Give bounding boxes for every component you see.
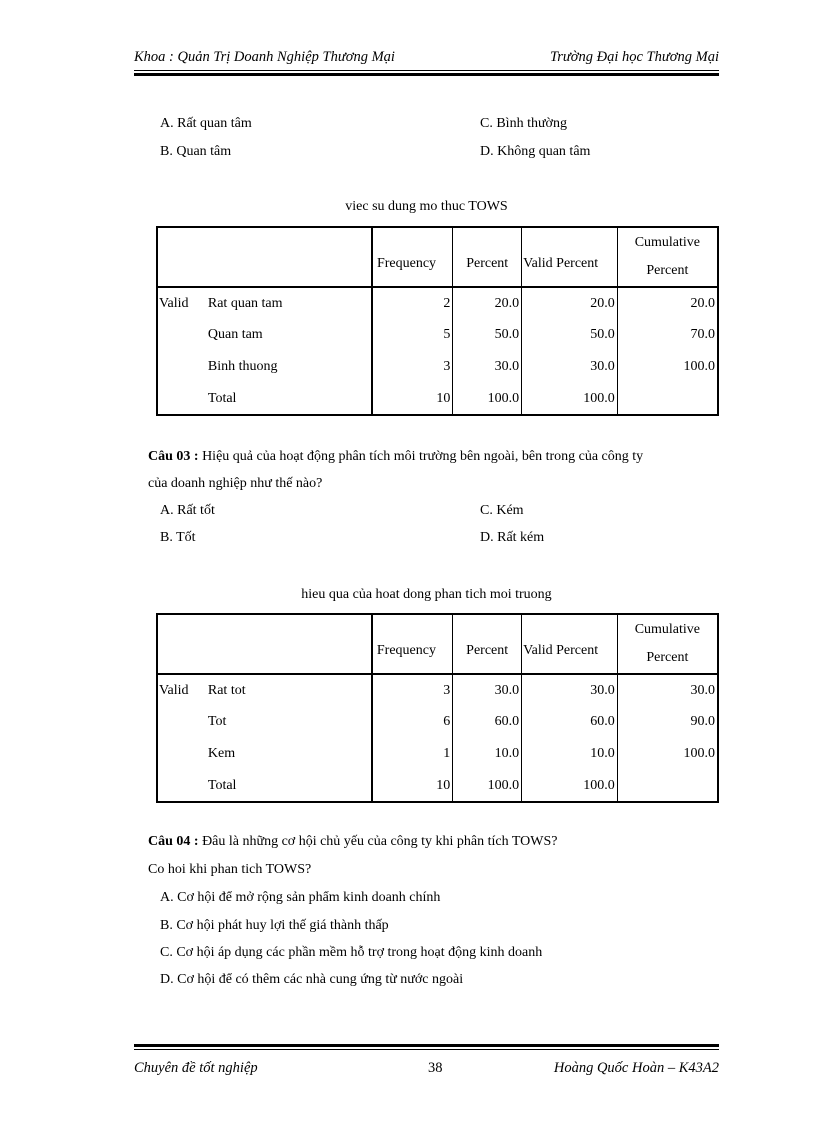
header-rule-thin xyxy=(134,70,719,71)
q03-number: Câu 03 : xyxy=(148,449,199,464)
table1-cell-frequency: 10 xyxy=(372,383,453,415)
q04-option-a: A. Cơ hội để mở rộng sản phẩm kinh doanh chính xyxy=(160,890,441,905)
table2-header-row xyxy=(157,614,718,674)
table2-cell-frequency: 6 xyxy=(372,706,453,738)
table1-cell-valid-percent: 50.0 xyxy=(522,319,618,351)
q04-text xyxy=(148,834,558,850)
table1-group-label: Valid xyxy=(159,295,189,311)
table-row xyxy=(157,351,718,383)
table-row xyxy=(157,770,718,802)
table1-cell-cumulative: 20.0 xyxy=(690,295,715,311)
table-row xyxy=(157,319,718,351)
table1-header-cumulative xyxy=(617,227,718,287)
table1-cell-percent: 100.0 xyxy=(453,383,522,415)
table2-cell-valid-percent: 10.0 xyxy=(522,738,618,770)
q02-option-d: D. Không quan tâm xyxy=(480,144,591,159)
table2-cell-cumulative: 30.0 xyxy=(690,682,715,698)
table-row xyxy=(157,383,718,415)
table2-row-label: Total xyxy=(204,770,372,802)
table2-cell-percent: 100.0 xyxy=(453,770,522,802)
table1-row-label: Quan tam xyxy=(204,319,372,351)
q03-option-b: B. Tốt xyxy=(160,530,196,545)
table1-row-label: Binh thuong xyxy=(204,351,372,383)
table2-cell-frequency: 3 xyxy=(372,674,453,706)
table1-cell-valid-percent: 20.0 xyxy=(522,287,618,319)
q03-text-line2: của doanh nghiệp như thế nào? xyxy=(148,476,323,491)
table1-cell-cumulative: 70.0 xyxy=(690,327,715,342)
table2-cell-frequency: 1 xyxy=(372,738,453,770)
q03-text-line1 xyxy=(148,449,643,465)
table2-header-frequency: Frequency xyxy=(372,614,453,674)
table-row xyxy=(157,706,718,738)
table2-cell-frequency: 10 xyxy=(372,770,453,802)
table1-cell-cumulative xyxy=(617,383,718,415)
table1-cell-frequency: 3 xyxy=(372,351,453,383)
table1-header-percent: Percent xyxy=(453,227,522,287)
table1-header-valid-percent: Valid Percent xyxy=(522,227,618,287)
header-right: Trường Đại học Thương Mại xyxy=(549,49,719,65)
q03-question: Hiệu quả của hoạt động phân tích môi trường bên ngoài, bên trong của công ty xyxy=(198,449,644,464)
table2-header-percent: Percent xyxy=(453,614,522,674)
table2-cell-percent: 30.0 xyxy=(453,674,522,706)
q04-option-d: D. Cơ hội để có thêm các nhà cung ứng từ nước ngoài xyxy=(160,972,464,987)
table1-header-corner xyxy=(157,227,372,287)
table1-row-label: Rat quan tam xyxy=(204,287,372,319)
table1-cell-percent: 30.0 xyxy=(453,351,522,383)
table2-caption: hieu qua của hoat dong phan tich moi truong xyxy=(301,587,552,602)
q04-subtitle: Co hoi khi phan tich TOWS? xyxy=(148,862,312,877)
table2-header-valid-percent: Valid Percent xyxy=(522,614,618,674)
table1-caption: viec su dung mo thuc TOWS xyxy=(345,199,508,214)
table1-header-frequency: Frequency xyxy=(372,227,453,287)
table1-row-label: Total xyxy=(204,383,372,415)
table2-cell-valid-percent: 30.0 xyxy=(522,674,618,706)
table2-row-label: Tot xyxy=(204,706,372,738)
table2-cell-valid-percent: 100.0 xyxy=(522,770,618,802)
q02-option-b: B. Quan tâm xyxy=(160,144,232,159)
table2-cell-cumulative xyxy=(617,770,718,802)
table1-header-cumulative-line1: Cumulative xyxy=(634,235,701,250)
footer-rule-thick xyxy=(134,1044,719,1047)
table2-cell-percent: 10.0 xyxy=(453,738,522,770)
q04-option-b: B. Cơ hội phát huy lợi thế giá thành thấp xyxy=(160,918,389,933)
table2-row-label: Rat tot xyxy=(204,674,372,706)
page-number: 38 xyxy=(428,1060,443,1076)
table-row xyxy=(157,287,718,319)
table1 xyxy=(156,226,719,416)
table1-cell-valid-percent: 30.0 xyxy=(522,351,618,383)
table1-cell-frequency: 5 xyxy=(372,319,453,351)
q04-number: Câu 04 : xyxy=(148,834,199,849)
table-row xyxy=(157,674,718,706)
q02-option-a: A. Rất quan tâm xyxy=(160,116,252,131)
footer-right: Hoàng Quốc Hoàn – K43A2 xyxy=(553,1060,719,1076)
q03-option-d: D. Rất kém xyxy=(480,530,545,545)
table-row xyxy=(157,738,718,770)
footer-left: Chuyên đề tốt nghiệp xyxy=(134,1060,258,1076)
q03-option-a: A. Rất tốt xyxy=(160,503,215,518)
table2-cell-cumulative: 90.0 xyxy=(690,714,715,729)
table2-cell-valid-percent: 60.0 xyxy=(522,706,618,738)
table1-cell-percent: 20.0 xyxy=(453,287,522,319)
table1-header-cumulative-line2: Percent xyxy=(646,263,689,278)
q04-option-c: C. Cơ hội áp dụng các phần mềm hỗ trợ trong hoạt động kinh doanh xyxy=(160,945,543,960)
footer-rule-thin xyxy=(134,1049,719,1050)
table1-cell-valid-percent: 100.0 xyxy=(522,383,618,415)
table1-cell-frequency: 2 xyxy=(372,287,453,319)
table2 xyxy=(156,613,719,803)
header-left: Khoa : Quản Trị Doanh Nghiệp Thương Mại xyxy=(134,49,395,65)
q04-question: Đâu là những cơ hội chủ yếu của công ty khi phân tích TOWS? xyxy=(198,834,558,849)
table2-row-label: Kem xyxy=(204,738,372,770)
q03-option-c: C. Kém xyxy=(480,503,524,518)
table2-cell-cumulative: 100.0 xyxy=(683,746,715,761)
table1-cell-cumulative: 100.0 xyxy=(683,359,715,374)
table2-group-label: Valid xyxy=(159,682,189,698)
table2-cell-percent: 60.0 xyxy=(453,706,522,738)
table1-header-row xyxy=(157,227,718,287)
table2-header-corner xyxy=(157,614,372,674)
q02-option-c: C. Bình thường xyxy=(480,116,567,131)
table2-header-cumulative-line2: Percent xyxy=(646,650,689,665)
table1-cell-percent: 50.0 xyxy=(453,319,522,351)
header-rule-thick xyxy=(134,73,719,76)
table2-header-cumulative xyxy=(617,614,718,674)
table2-header-cumulative-line1: Cumulative xyxy=(634,622,701,637)
